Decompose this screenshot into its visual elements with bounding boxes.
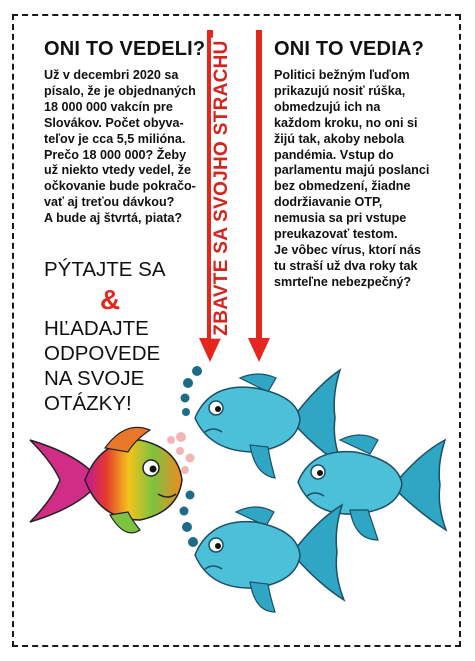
ampersand: & <box>100 284 121 315</box>
right-text-line: pandémia. Vstup do <box>274 147 394 162</box>
right-text-line: každom kroku, no oni si <box>274 115 418 130</box>
call-line-5: OTÁZKY! <box>44 392 132 415</box>
left-text-line: už niekto vtedy vedel, že <box>44 163 191 178</box>
right-text-line: nemusia sa pri vstupe <box>274 211 407 226</box>
right-title: ONI TO VEDIA? <box>274 38 425 60</box>
call-line-4: NA SVOJE <box>44 367 145 390</box>
right-text-line: parlamentu majú poslanci <box>274 163 430 178</box>
left-text-line: Prečo 18 000 000? Žeby <box>44 147 187 162</box>
right-text-line: prikazujú nosiť rúška, <box>274 83 406 98</box>
right-text-line: dodržiavanie OTP, <box>274 195 383 210</box>
left-title: ONI TO VEDELI? <box>44 38 206 60</box>
rainbow-fish-icon <box>30 427 182 532</box>
right-text-line: žijú tak, akoby nebola <box>274 131 405 146</box>
left-text-line: teľov je cca 5,5 milióna. <box>44 131 186 146</box>
call-line-2: HĽADAJTE <box>44 317 149 340</box>
left-text-line: A bude aj štvrtá, piata? <box>44 211 183 226</box>
right-text-line: preukazovať testom. <box>274 227 398 242</box>
vertical-banner: ZBAVTE SA SVOJHO STRACHU <box>211 37 233 338</box>
right-text-line: bez obmedzení, žiadne <box>274 179 411 194</box>
right-text-line: Je vôbec vírus, ktorí nás <box>274 242 421 257</box>
red-arrows <box>199 30 270 362</box>
left-text-line: Slovákov. Počet obyva- <box>44 115 184 130</box>
blue-fish-icon <box>195 505 344 612</box>
left-text-line: očkovanie bude pokračo- <box>44 179 196 194</box>
right-text-line: obmedzujú ich na <box>274 99 381 114</box>
left-text-line: 18 000 000 vakcín pre <box>44 99 173 114</box>
right-text-line: smrteľne nebezpečný? <box>274 274 412 289</box>
left-text-line: vať aj treťou dávkou? <box>44 195 175 210</box>
right-text-line: tu straší už dva roky tak <box>274 258 418 273</box>
call-line-1: PÝTAJTE SA <box>44 258 166 281</box>
left-text-line: písalo, že je objednaných <box>44 83 196 98</box>
call-line-3: ODPOVEDE <box>44 342 161 365</box>
right-text-line: Politici bežným ľuďom <box>274 68 410 82</box>
left-text-line: Už v decembri 2020 sa <box>44 68 179 82</box>
